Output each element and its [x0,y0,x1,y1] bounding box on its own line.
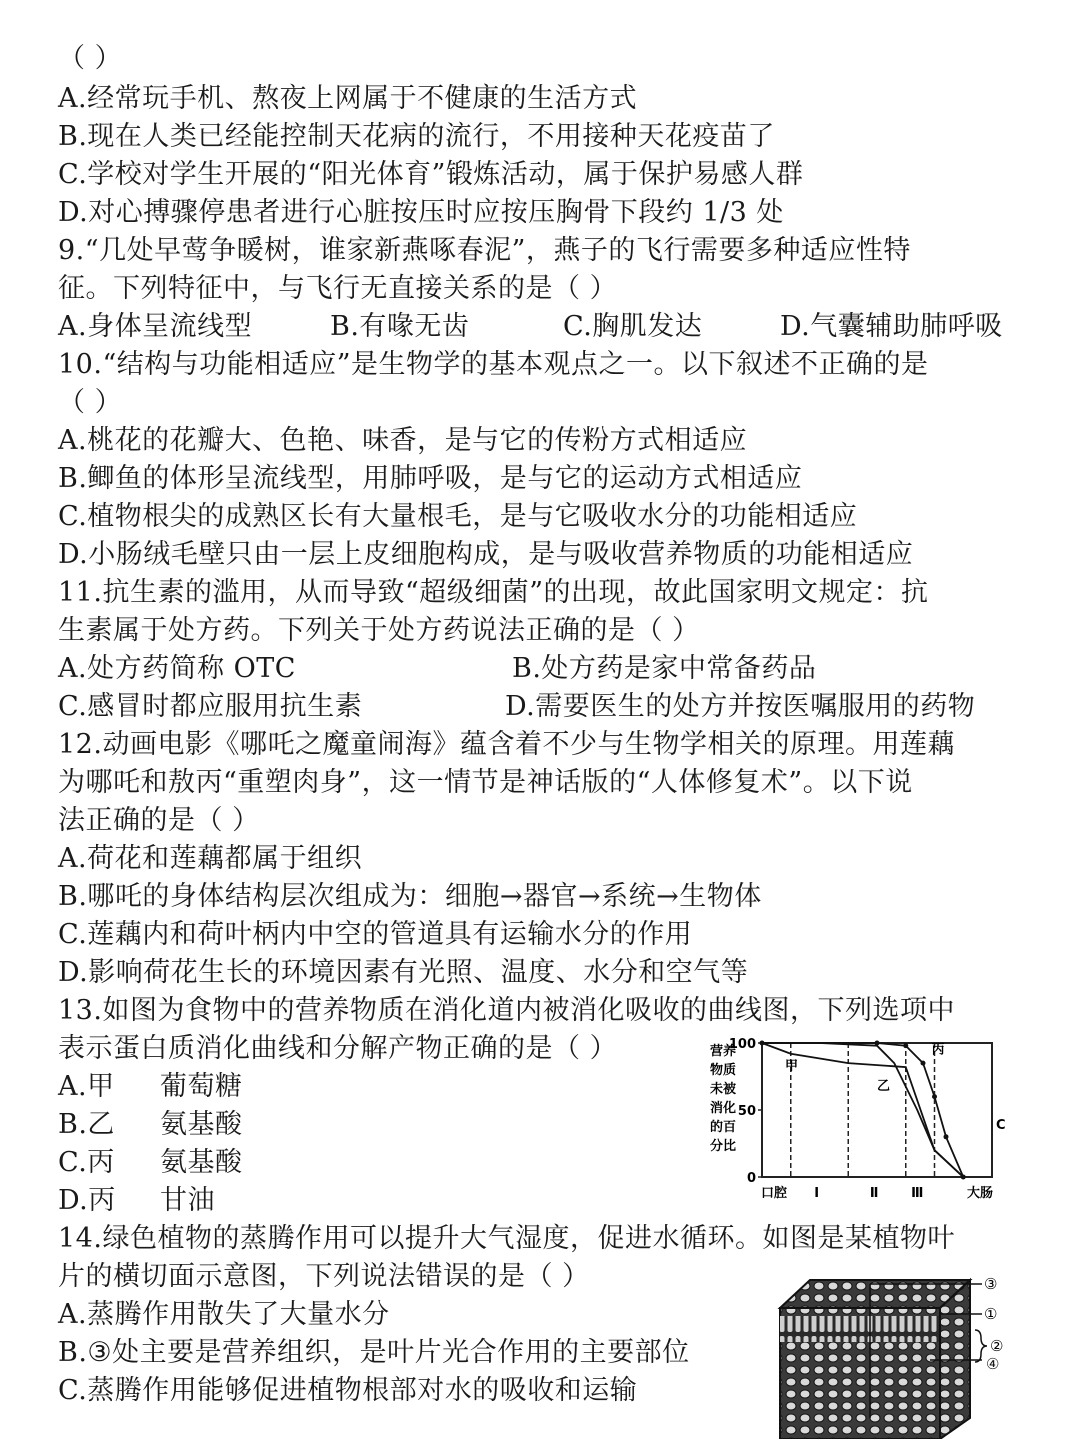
x-tick-label: 大肠 [966,1186,994,1201]
y-tick-label: 100 [728,1037,756,1052]
q12-option-b[interactable]: B.哪吒的身体结构层次组成为：细胞→器官→系统→生物体 [58,881,762,912]
q13-option-c-answer: 氨基酸 [160,1147,243,1178]
q9-option-a[interactable]: A.身体呈流线型 [58,311,253,342]
q13-option-b-answer: 氨基酸 [160,1109,243,1140]
ylabel-line: 消化 [710,1101,737,1116]
q9-stem-line1: 9.“几处早莺争暖树，谁家新燕啄春泥”，燕子的飞行需要多种适应性特 [58,235,911,266]
x-tick-label: 口腔 [760,1186,788,1201]
series-label: 乙 [877,1078,891,1094]
ylabel-line: 分比 [710,1139,737,1154]
q12-stem-line2: 为哪吒和敖丙“重塑肉身”，这一情节是神话版的“人体修复术”。以下说 [58,767,913,798]
q14-option-a[interactable]: A.蒸腾作用散失了大量水分 [58,1299,390,1330]
series-label: 丙 [931,1042,945,1058]
series-point [961,1175,966,1180]
q8-option-a[interactable]: A.经常玩手机、熬夜上网属于不健康的生活方式 [58,83,638,114]
q9-option-d[interactable]: D.气囊辅助肺呼吸 [780,311,1003,342]
q12-option-c[interactable]: C.莲藕内和荷叶柄内中空的管道具有运输水分的作用 [58,919,693,950]
q10-option-b[interactable]: B.鲫鱼的体形呈流线型，用肺呼吸，是与它的运动方式相适应 [58,463,803,494]
q8-paren: （ ） [58,43,123,74]
q9-stem-line2: 征。下列特征中，与飞行无直接关系的是（ ） [58,273,618,304]
q13-option-a-answer: 葡萄糖 [160,1071,243,1102]
y-tick-label: 50 [737,1104,756,1119]
q8-option-c[interactable]: C.学校对学生开展的“阳光体育”锻炼活动，属于保护易感人群 [58,159,804,190]
q11-stem-line2: 生素属于处方药。下列关于处方药说法正确的是（ ） [58,615,700,646]
q11-stem-line1: 11.抗生素的滥用，从而导致“超级细菌”的出现，故此国家明文规定：抗 [58,577,929,608]
series-point [921,1061,926,1066]
q14-stem-line1: 14.绿色植物的蒸腾作用可以提升大气湿度，促进水循环。如图是某植物叶 [58,1223,955,1254]
series-point [875,1041,880,1046]
q10-option-c[interactable]: C.植物根尖的成熟区长有大量根毛，是与它吸收水分的功能相适应 [58,501,858,532]
q12-stem-line1: 12.动画电影《哪吒之魔童闹海》蕴含着不少与生物学相关的原理。用莲藕 [58,729,955,760]
series-label: 甲 [785,1058,799,1074]
q12-option-d[interactable]: D.影响荷花生长的环境因素有光照、温度、水分和空气等 [58,957,749,988]
x-tick-label: Ⅰ [814,1186,820,1201]
y-tick-label: 0 [746,1171,756,1186]
q8-option-b[interactable]: B.现在人类已经能控制天花病的流行，不用接种天花疫苗了 [58,121,775,152]
x-tick-label: Ⅲ [911,1186,924,1201]
label-3: ③ [984,1275,998,1293]
q13-option-d-answer: 甘油 [160,1185,215,1216]
q14-option-c[interactable]: C.蒸腾作用能够促进植物根部对水的吸收和运输 [58,1375,638,1406]
q8-option-d[interactable]: D.对心搏骤停患者进行心脏按压时应按压胸骨下段约 1/3 处 [58,197,784,228]
q11-option-a[interactable]: A.处方药简称 OTC [58,653,296,684]
q14-option-b[interactable]: B.③处主要是营养组织，是叶片光合作用的主要部位 [58,1337,690,1368]
series-point [760,1041,765,1046]
chart-ylabel [710,1043,736,1154]
q13-stem-line2: 表示蛋白质消化曲线和分解产物正确的是（ ） [58,1033,618,1064]
q10-stem-line1: 10.“结构与功能相适应”是生物学的基本观点之一。以下叙述不正确的是 [58,349,929,380]
q12-stem-line3: 法正确的是（ ） [58,805,260,836]
series-point [932,1094,937,1099]
q10-option-a[interactable]: A.桃花的花瓣大、色艳、味香，是与它的传粉方式相适应 [58,425,748,456]
q11-option-c[interactable]: C.感冒时都应服用抗生素 [58,691,363,722]
series-point [903,1043,908,1048]
leaf-cross-section-diagram [770,1268,1030,1439]
ylabel-line: 的百 [710,1120,737,1135]
q12-option-a[interactable]: A.荷花和莲藕都属于组织 [58,843,363,874]
chart-extra-label: C [996,1118,1006,1133]
q13-option-b-letter[interactable]: B.乙 [58,1109,115,1140]
label-2: ② [990,1337,1004,1355]
section-dividers [791,1043,935,1177]
q13-option-a-letter[interactable]: A.甲 [58,1071,115,1102]
label-4-visible: ④ [986,1355,1000,1373]
series-point [944,1134,949,1139]
q13-option-d-letter[interactable]: D.丙 [58,1185,116,1216]
label-1: ① [984,1305,998,1323]
q11-option-d[interactable]: D.需要医生的处方并按医嘱服用的药物 [505,691,976,722]
q13-option-c-letter[interactable]: C.丙 [58,1147,115,1178]
x-tick-label: Ⅱ [869,1186,879,1201]
q14-stem-line2: 片的横切面示意图，下列说法错误的是（ ） [58,1261,590,1292]
ylabel-line: 物质 [710,1063,737,1078]
x-labels [761,1185,993,1201]
digestion-curve-chart [690,1035,1020,1205]
q9-option-b[interactable]: B.有喙无齿 [330,311,470,342]
q13-stem-line1: 13.如图为食物中的营养物质在消化道内被消化吸收的曲线图，下列选项中 [58,995,955,1026]
q9-option-c[interactable]: C.胸肌发达 [563,311,703,342]
ylabel-line: 未被 [710,1082,737,1097]
palisade-layer [780,1316,940,1342]
q10-option-d[interactable]: D.小肠绒毛壁只由一层上皮细胞构成，是与吸收营养物质的功能相适应 [58,539,914,570]
ylabel-line: 营养 [710,1044,737,1059]
q11-option-b[interactable]: B.处方药是家中常备药品 [512,653,817,684]
q10-stem-line2: （ ） [58,387,123,418]
